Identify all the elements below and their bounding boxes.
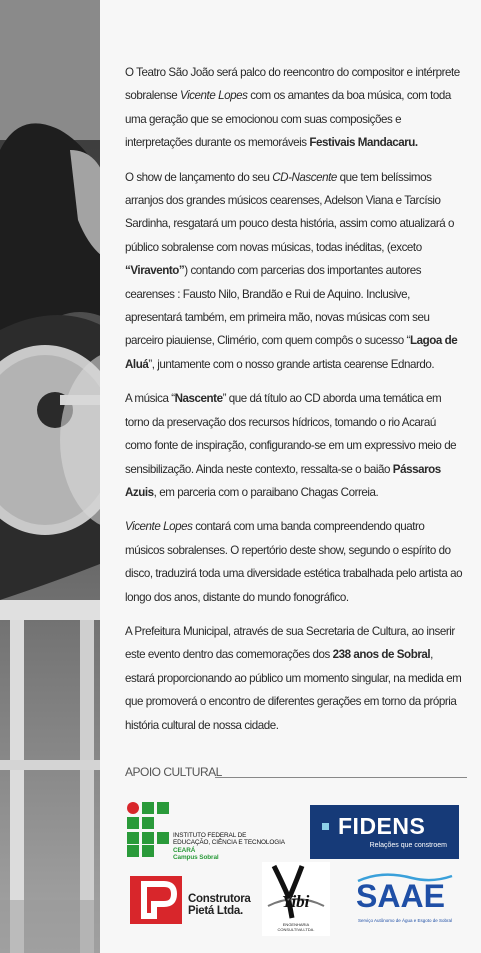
- yibi-sub1: ENGENHARIA: [282, 922, 310, 927]
- fidens-name: FIDENS: [338, 813, 426, 839]
- ifce-line2: EDUCAÇÃO, CIÊNCIA E TECNOLOGIA: [173, 839, 285, 847]
- fidens-logo: [310, 805, 459, 859]
- fidens-square-icon: [322, 823, 329, 830]
- pieta-mark-icon: [130, 876, 182, 924]
- fidens-tagline: Relações que constroem: [369, 842, 447, 849]
- pieta-line2: Pietá Ltda.: [188, 905, 243, 917]
- paragraph-5: A Prefeitura Municipal, através de sua Secretaria de Cultura, ao inserir este evento dentro das comemorações dos 238 anos de Sobral, estará proporcionando ao público um momento singular, na medida em que promoverá o encontro de diferentes gerações em torno da própria história cultural de nossa cidade.: [125, 624, 462, 732]
- paragraph-4: Vicente Lopes contará com uma banda compreendendo quatro músicos sobralenses. O repertório deste show, segundo o espírito do disco, traduzirá toda uma diversidade estética trabalhada pelo artista ao longo dos anos, distante do mundo fonográfico.: [125, 520, 463, 604]
- paragraph-2: O show de lançamento do seu CD-Nascente que tem belíssimos arranjos dos grandes músicos cearenses, Adelson Viana e Tarcísio Sardinha, resgatará um pouco desta história, assim como atualizará o público sobralense com novas músicas, todas inéditas, (exceto “Viravento”) contando com parcerias dos importantes autores cearenses : Fausto Nilo, Brandão e Rui de Aquino. Inclusive, apresentará também, em primeira mão, novas músicas com seu parceiro piauiense, Climério, com quem compôs o sucesso “Lagoa de Aluá”, juntamente com o nosso grande artista cearense Ednardo.: [125, 170, 458, 371]
- ifce-logo: [126, 801, 296, 861]
- yibi-logo: [262, 862, 330, 936]
- ifce-mark-icon: [126, 801, 172, 857]
- yibi-word: Yibi: [282, 892, 310, 911]
- ifce-line3: CEARÁ: [173, 846, 196, 854]
- pieta-name: [188, 893, 251, 917]
- yibi-subtitle: [262, 922, 330, 932]
- pieta-logo: [130, 876, 250, 928]
- apoio-cultural-header: [125, 763, 467, 781]
- ifce-line4: Campus Sobral: [173, 854, 219, 862]
- yibi-sub2: CONSULTIVA LTDA.: [277, 927, 315, 932]
- ifce-name: [173, 832, 285, 862]
- saae-logo: [352, 872, 458, 928]
- divider: [215, 777, 467, 778]
- ifce-line1: INSTITUTO FEDERAL DE: [173, 832, 247, 839]
- paragraph-3: A música “Nascente” que dá título ao CD aborda uma temática em torno da preservação dos recursos hídricos, tomando o rio Acaraú como fonte de inspiração, configurando-se em um expressivo meio de sensibilização. Ainda neste contexto, ressalta-se o baião Pássaros Azuis, em parceria com o paraibano Chagas Correia.: [125, 392, 457, 499]
- pieta-line1: Construtora: [188, 893, 251, 905]
- apoio-cultural-label: APOIO CULTURAL: [125, 765, 222, 779]
- article-body: [125, 61, 465, 748]
- saae-word: SAAE: [356, 878, 445, 914]
- saae-subtitle: Serviço Autônomo de Água e Esgoto de Sobral: [357, 918, 453, 923]
- paragraph-1: O Teatro São João será palco do reencontro do compositor e intérprete sobralense Vicente Lopes com os amantes da boa música, com toda uma geração que se emocionou com suas composições e interpretações durante os memoráveis Festivais Mandacaru.: [125, 66, 460, 150]
